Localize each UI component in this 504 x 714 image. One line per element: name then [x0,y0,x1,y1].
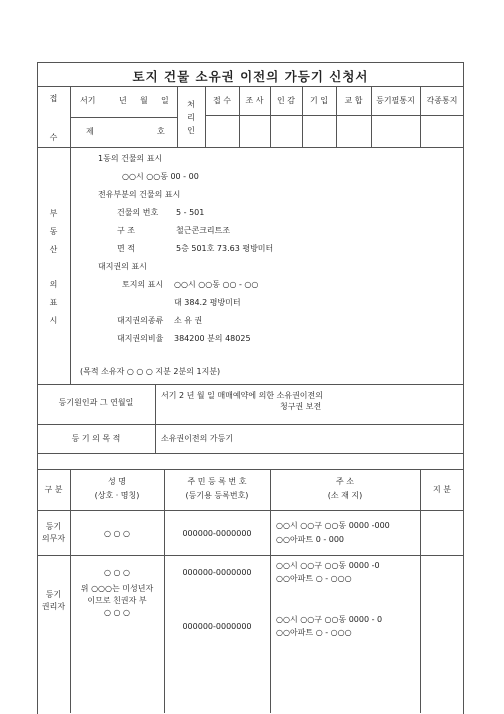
cause-label: 등기원인과 그 연월일 [58,398,134,407]
obligor-address: ○○아파트 0 - 000 [276,535,345,544]
stamp-column-header: 조 사 [245,96,264,105]
reception-number-suffix: 호 [157,127,165,136]
stamp-column-header: 각종통지 [426,96,458,105]
building-location: ○○시 ○○동 00 - 00 [122,172,199,181]
property-side-label: 의 [49,280,58,289]
land-label: 토지의 표시 [122,280,164,289]
structure-label: 구 조 [117,226,135,235]
obligee-label: 권리자 [41,602,66,611]
property-side-label: 부 [49,209,58,218]
cause-line-2: 청구권 보전 [280,402,322,411]
name-header: 성 명 [108,477,126,486]
reception-year: 년 [119,96,127,105]
divider [37,510,464,511]
reception-day: 일 [161,96,169,105]
guardian-address: ○○시 ○○구 ○○동 0000 - 0 [276,615,383,624]
share-header: 지 분 [433,485,451,494]
structure-value: 철근콘크리트조 [176,226,231,235]
divider [37,424,464,425]
divider [37,86,464,87]
reception-label: 접 [49,94,58,103]
obligee-address: ○○아파트 ○ - ○○○ [276,574,352,583]
divider [37,469,464,470]
area-label: 면 적 [117,244,135,253]
guardian-note: 위 ○○○는 미성년자 [80,584,154,593]
guardian-address: ○○아파트 ○ - ○○○ [276,628,352,637]
divider [37,453,464,454]
divider [37,555,464,556]
guardian-note: 이므로 친권자 부 [87,596,147,605]
obligee-name: ○ ○ ○ [103,568,131,577]
address-header-sub: (소 재 지) [327,491,363,500]
stamp-column-header: 등기필통지 [376,96,415,105]
processing-label: 리 [187,113,195,122]
guardian-name: ○ ○ ○ [103,608,131,617]
cause-line-1: 서기 2 년 월 일 매매예약에 의한 소유권이전의 [161,391,323,400]
stamp-column-header: 기 입 [310,96,328,105]
reception-number-prefix: 제 [86,127,94,136]
property-side-label: 산 [49,245,58,254]
divider [155,424,156,453]
land-right-type-value: 소 유 권 [174,316,203,325]
divider [270,469,271,713]
area-value: 5층 501호 73.63 평방미터 [176,244,274,253]
obligor-label: 의무자 [41,534,66,543]
unit-heading: 전유부분의 건물의 표시 [98,190,181,199]
property-side-label: 동 [49,227,58,236]
divider [164,469,165,713]
obligor-label: 등기 [45,522,62,531]
address-header: 주 소 [336,477,354,486]
obligor-name: ○ ○ ○ [103,529,131,538]
divider [155,384,156,424]
name-header-sub: (상호 · 명칭) [94,491,140,500]
unit-number-label: 건물의 번호 [117,208,159,217]
obligee-id: 000000-0000000 [182,568,252,577]
id-header-sub: (등기용 등록번호) [185,491,249,500]
obligee-label: 등기 [45,590,62,599]
land-right-ratio-value: 384200 분의 48025 [174,334,251,343]
land-right-heading: 대지권의 표시 [98,262,147,271]
unit-number-value: 5 - 501 [176,208,205,217]
stamp-column-header: 교 합 [344,96,363,105]
property-side-label: 시 [49,316,58,325]
stamp-column-header: 접 수 [213,96,231,105]
id-header: 주 민 등 록 번 호 [187,477,247,486]
property-side-label: 표 [49,298,58,307]
divider [37,384,464,385]
obligee-address: ○○시 ○○구 ○○동 0000 -0 [276,561,380,570]
obligor-address: ○○시 ○○구 ○○동 0000 -000 [276,521,390,530]
reception-label: 수 [49,133,58,142]
form-title: 토지 건물 소유권 이전의 가등기 신청서 [132,69,369,84]
land-area: 대 384.2 평방미터 [174,298,241,307]
building-heading: 1동의 건물의 표시 [98,154,163,163]
divider [37,147,464,148]
category-header: 구 분 [44,485,63,494]
land-right-type-label: 대지권의종류 [117,316,164,325]
divider [420,469,421,713]
divider [205,115,464,116]
obligor-id: 000000-0000000 [182,529,252,538]
purpose-label: 등 기 의 목 적 [71,434,121,443]
land-right-ratio-label: 대지권의비율 [117,334,164,343]
divider [70,117,177,118]
processing-label: 처 [187,100,195,109]
purpose-value: 소유권이전의 가등기 [161,434,234,443]
stamp-column-header: 인 감 [277,96,295,105]
guardian-id: 000000-0000000 [182,622,252,631]
reception-month: 월 [140,96,148,105]
reception-date-prefix: 서기 [80,96,96,105]
divider [70,147,71,384]
land-location: ○○시 ○○동 ○○ - ○○ [174,280,259,289]
processing-label: 인 [187,126,195,135]
ownership-share-note: (목적 소유자 ○ ○ ○ 지분 2분의 1지분) [80,367,221,376]
